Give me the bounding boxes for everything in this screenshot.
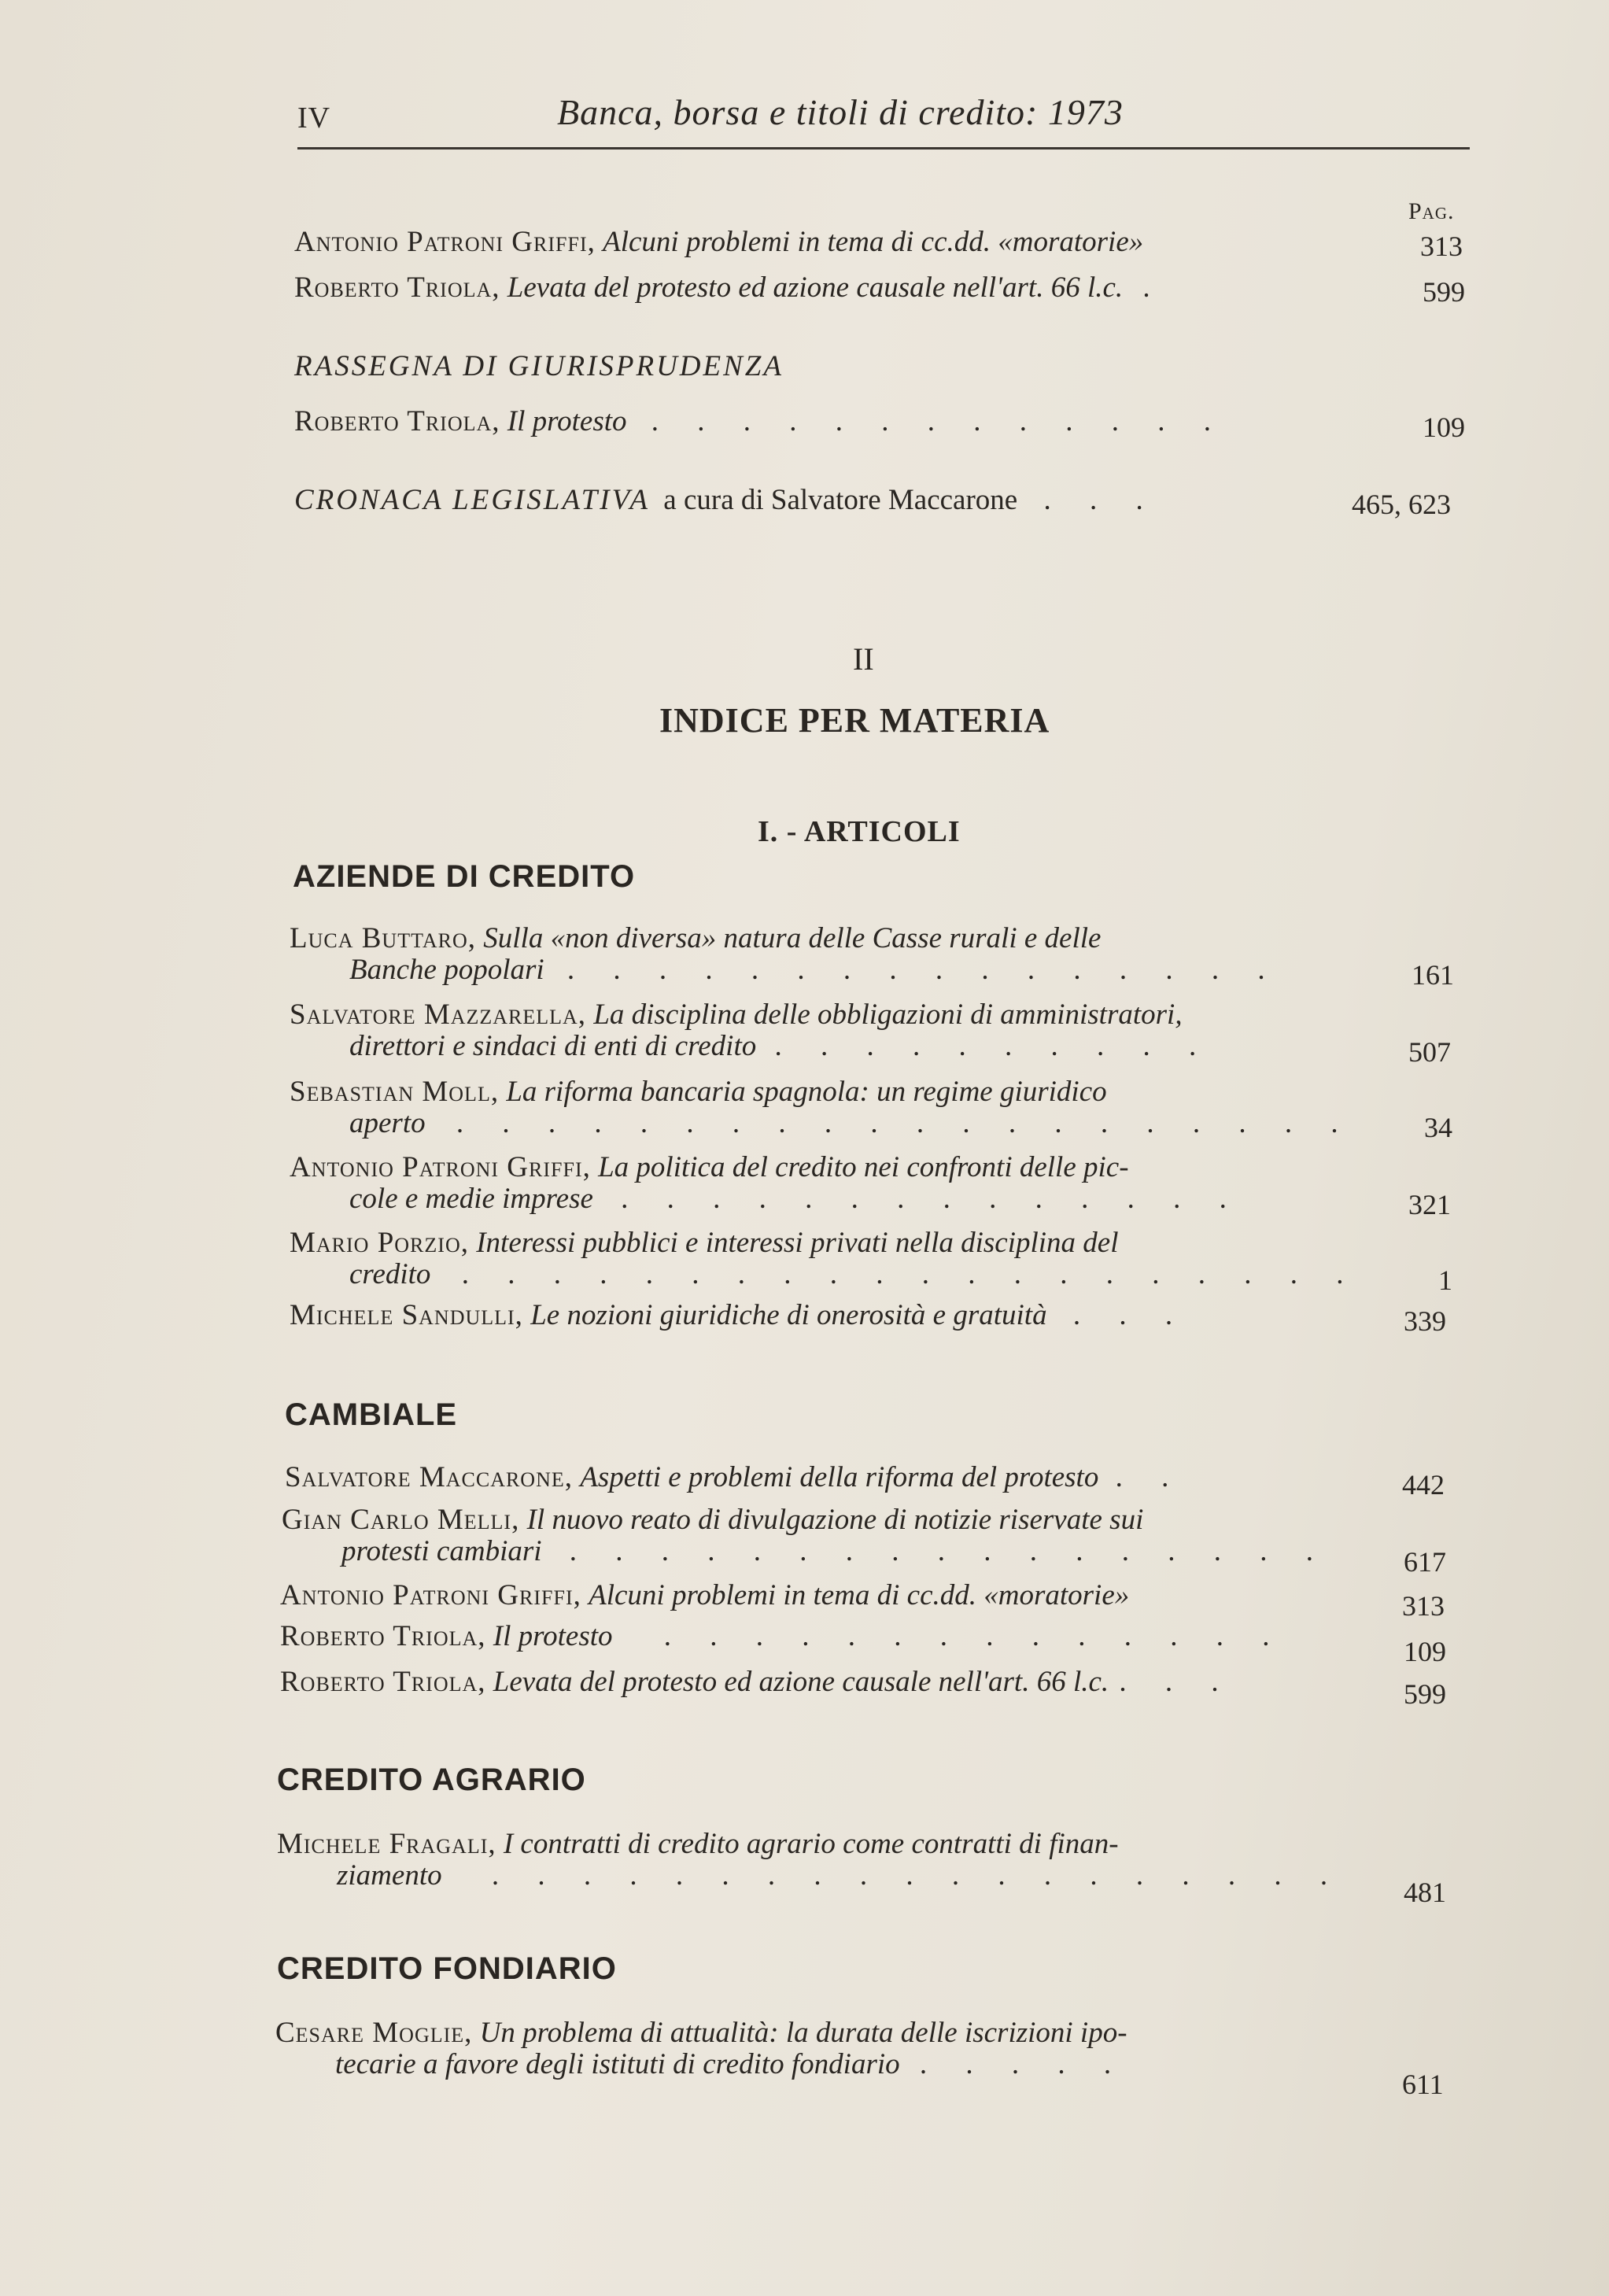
entry-leader-dots: . . . . . . . . . . . . . . — [663, 1620, 1286, 1652]
entry-page: 442 — [1402, 1469, 1445, 1501]
page-folio: IV — [297, 102, 331, 135]
part-title: INDICE PER MATERIA — [659, 701, 1050, 740]
entry-leader-dots: . . . . . . . . . . . . . . . . . . . . — [461, 1258, 1360, 1290]
entry-title-cont: Banche popolari — [349, 954, 544, 986]
entry-leader-dots: . . . . . . . . . . . . . . . . — [566, 954, 1281, 986]
entry-leader-dots: . — [1142, 271, 1166, 304]
toc-entry — [294, 227, 1143, 258]
toc-entry — [277, 1829, 1343, 1892]
entry-author: Mario Porzio, — [290, 1227, 469, 1259]
entry-page: 617 — [1404, 1546, 1446, 1578]
cronaca-heading: CRONACA LEGISLATIVA — [294, 484, 651, 516]
category-heading: AZIENDE DI CREDITO — [293, 859, 636, 894]
toc-entry — [280, 1667, 1234, 1698]
entry-leader-dots: . . . — [1072, 1299, 1189, 1331]
entry-title-cont: protesti cambiari — [341, 1535, 542, 1567]
entry-title: Le nozioni giuridiche di onerosità e gratuità — [530, 1299, 1047, 1331]
entry-title: Il nuovo reato di divulgazione di notizie riservate sui — [526, 1504, 1144, 1536]
entry-author: Michele Fragali, — [277, 1828, 496, 1860]
entry-leader-dots: . . . . . . . . . . . . . . . . . . . . — [456, 1107, 1354, 1139]
entry-author: Gian Carlo Melli, — [282, 1504, 520, 1536]
toc-entry — [290, 1076, 1354, 1139]
entry-leader-dots: . . . . . — [919, 2048, 1127, 2080]
entry-author: Antonio Patroni Griffi, — [290, 1151, 591, 1183]
entry-title-cont: tecarie a favore degli istituti di credito fondiario — [335, 2048, 900, 2080]
entry-title: La riforma bancaria spagnola: un regime giuridico — [506, 1076, 1107, 1108]
entry-page: 313 — [1420, 231, 1463, 262]
entry-author: Roberto Triola, — [294, 271, 500, 304]
entry-page: 109 — [1423, 412, 1465, 443]
entry-leader-dots: . . . — [1043, 484, 1159, 516]
entry-page: 599 — [1423, 276, 1465, 308]
entry-title-cont: cole e medie imprese — [349, 1183, 593, 1215]
header-rule — [297, 147, 1470, 149]
toc-entry — [285, 1462, 1184, 1493]
entry-author: Antonio Patroni Griffi, — [294, 226, 596, 258]
toc-entry — [275, 2017, 1127, 2080]
part-subtitle: I. - ARTICOLI — [758, 815, 961, 848]
entry-page: 161 — [1412, 959, 1454, 991]
toc-entry — [282, 1504, 1329, 1567]
entry-author: Salvatore Mazzarella, — [290, 999, 587, 1031]
pag-label: Pag. — [1408, 198, 1455, 224]
entry-title: Alcuni problemi in tema di cc.dd. «moratorie» — [603, 226, 1144, 258]
category-heading: CREDITO AGRARIO — [277, 1763, 586, 1797]
entry-leader-dots: . . . — [1119, 1666, 1234, 1698]
entry-leader-dots: . . . . . . . . . . . . . — [651, 405, 1227, 437]
entry-page: 465, 623 — [1352, 489, 1451, 520]
entry-leader-dots: . . . . . . . . . . — [774, 1030, 1212, 1062]
part-numeral: II — [853, 641, 874, 677]
toc-entry — [294, 272, 1166, 304]
entry-page: 109 — [1404, 1636, 1446, 1667]
entry-author: Roberto Triola, — [280, 1666, 486, 1698]
entry-page: 481 — [1404, 1877, 1446, 1908]
entry-page: 321 — [1408, 1189, 1451, 1220]
entry-title-cont: ziamento — [337, 1859, 442, 1892]
toc-entry — [290, 1300, 1188, 1331]
entry-page: 507 — [1408, 1036, 1451, 1068]
running-head — [297, 88, 1470, 143]
entry-author: Michele Sandulli, — [290, 1299, 523, 1331]
entry-page: 313 — [1402, 1590, 1445, 1622]
entry-page: 34 — [1424, 1112, 1452, 1143]
entry-title: Un problema di attualità: la durata delle iscrizioni ipo- — [479, 2017, 1127, 2049]
toc-entry — [294, 406, 1227, 437]
entry-title: Sulla «non diversa» natura delle Casse rurali e delle — [483, 922, 1102, 954]
entry-author: Antonio Patroni Griffi, — [280, 1579, 581, 1611]
entry-title: Alcuni problemi in tema di cc.dd. «moratorie» — [589, 1579, 1130, 1611]
entry-leader-dots: . . . . . . . . . . . . . . . . . . . — [491, 1859, 1344, 1892]
entry-leader-dots: . . — [1115, 1461, 1185, 1493]
entry-title: Il protesto — [507, 405, 627, 437]
entry-author: Roberto Triola, — [294, 405, 500, 437]
entry-page: 599 — [1404, 1678, 1446, 1710]
entry-title: Interessi pubblici e interessi privati nella disciplina del — [476, 1227, 1119, 1259]
toc-entry — [280, 1580, 1129, 1611]
category-heading: CREDITO FONDIARIO — [277, 1951, 617, 1986]
toc-entry — [290, 1152, 1242, 1215]
entry-page: 339 — [1404, 1305, 1446, 1337]
toc-entry — [290, 923, 1281, 986]
category-heading: CAMBIALE — [285, 1397, 458, 1432]
cronaca-text: a cura di Salvatore Maccarone — [663, 484, 1018, 516]
entry-title-cont: direttori e sindaci di enti di credito — [349, 1030, 757, 1062]
entry-author: Sebastian Moll, — [290, 1076, 500, 1108]
entry-leader-dots: . . . . . . . . . . . . . . . . . — [569, 1535, 1330, 1567]
cronaca-entry — [294, 485, 1159, 516]
entry-page: 611 — [1402, 2069, 1444, 2100]
entry-author: Roberto Triola, — [280, 1620, 486, 1652]
toc-entry — [280, 1621, 1286, 1652]
entry-leader-dots: . . . . . . . . . . . . . . — [621, 1183, 1242, 1215]
entry-page: 1 — [1438, 1264, 1452, 1296]
entry-author: Cesare Moglie, — [275, 2017, 473, 2049]
entry-title: Aspetti e problemi della riforma del protesto — [580, 1461, 1099, 1493]
entry-author: Luca Buttaro, — [290, 922, 477, 954]
entry-title: La politica del credito nei confronti delle pic- — [598, 1151, 1129, 1183]
toc-entry — [290, 1227, 1359, 1290]
entry-title: Levata del protesto ed azione causale nell'art. 66 l.c. — [507, 271, 1124, 304]
running-title: Banca, borsa e titoli di credito: 1973 — [557, 92, 1124, 132]
toc-entry — [290, 999, 1212, 1062]
entry-title: Il protesto — [493, 1620, 613, 1652]
entry-title: Levata del protesto ed azione causale nell'art. 66 l.c. — [493, 1666, 1109, 1698]
entry-title-cont: credito — [349, 1258, 431, 1290]
entry-title: I contratti di credito agrario come contratti di finan- — [503, 1828, 1119, 1860]
entry-title: La disciplina delle obbligazioni di amministratori, — [593, 999, 1183, 1031]
rassegna-heading: RASSEGNA DI GIURISPRUDENZA — [294, 350, 784, 382]
entry-author: Salvatore Maccarone, — [285, 1461, 573, 1493]
entry-title-cont: aperto — [349, 1107, 426, 1139]
